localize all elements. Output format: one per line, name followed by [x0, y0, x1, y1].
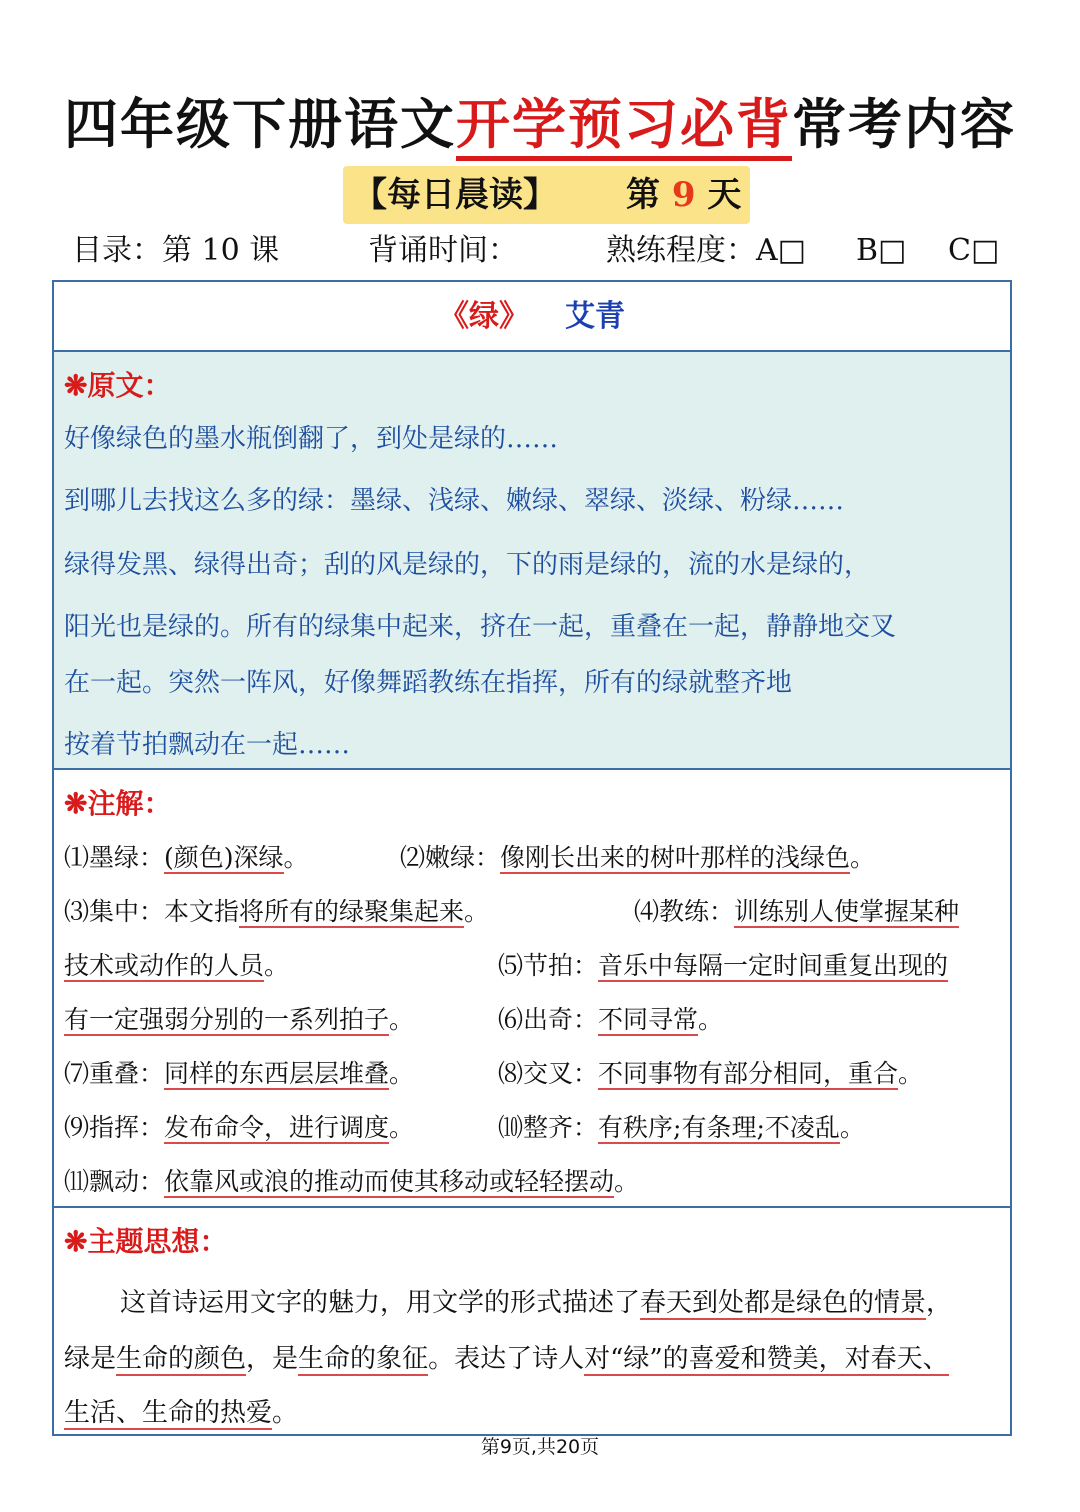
note-5: [498, 946, 948, 982]
note-def: (颜色)深绿: [164, 843, 284, 872]
note-9: [64, 1108, 414, 1144]
note-term: ⑽整齐：: [498, 1113, 599, 1142]
note-end: 。: [698, 1005, 724, 1034]
note-end: 。: [264, 951, 290, 980]
note-def: 像刚长出来的树叶那样的浅绿色: [500, 843, 851, 872]
note-term: ⑺重叠：: [64, 1059, 165, 1088]
day-prefix: 第: [626, 175, 660, 215]
lesson-title: 《绿》: [439, 299, 529, 334]
daily-reading-banner: [343, 166, 750, 224]
title-part-1: 四年级下册语文: [64, 92, 456, 156]
note-def: 将所有的绿聚集起来: [239, 897, 465, 926]
title-highlight: 开学预习必背: [456, 92, 792, 161]
page-title: [0, 82, 1080, 159]
proficiency-b: B□: [856, 233, 907, 268]
proficiency-c: C□: [948, 233, 1000, 268]
note-end: 。: [614, 1167, 640, 1196]
theme-line-2: [64, 1338, 949, 1375]
notes-section: [54, 770, 1010, 1208]
note-term: ⑵嫩绿：: [400, 843, 501, 872]
theme-text: 。表达了诗人: [428, 1344, 585, 1374]
note-term: ⑴墨绿：: [64, 843, 165, 872]
note-end: 。: [283, 843, 309, 872]
original-line: 阳光也是绿的。所有的绿集中起来，挤在一起，重叠在一起，静静地交叉: [64, 612, 897, 642]
note-2: [400, 838, 875, 874]
note-def: 有一定强弱分别的一系列拍子: [64, 1005, 390, 1034]
original-line: 到哪儿去找这么多的绿：墨绿、浅绿、嫩绿、翠绿、淡绿、粉绿……: [64, 486, 845, 516]
note-8: [498, 1054, 923, 1090]
proficiency-a: 熟练程度：A□: [606, 233, 807, 268]
theme-line-1: [120, 1282, 952, 1319]
note-end: 。: [898, 1059, 924, 1088]
note-11: [64, 1162, 639, 1198]
note-5-cont: [64, 1000, 414, 1036]
theme-underlined: 生命的象征: [298, 1344, 429, 1374]
note-4-cont: [64, 946, 289, 982]
note-1: [64, 838, 309, 874]
note-6: [498, 1000, 723, 1036]
note-def: 训练别人使掌握某种: [734, 897, 960, 926]
note-term: ⑾飘动：: [64, 1167, 165, 1196]
banner-day: [626, 166, 741, 224]
original-line: 绿得发黑、绿得出奇；刮的风是绿的，下的雨是绿的，流的水是绿的，: [64, 550, 871, 580]
catalog-label: 目录：第 10 课: [72, 233, 280, 268]
note-def: 音乐中每隔一定时间重复出现的: [598, 951, 949, 980]
note-def: 不同事物有部分相同，重合: [598, 1059, 899, 1088]
note-def: 有秩序;有条理;不凌乱: [598, 1113, 840, 1142]
theme-underlined: 生命的颜色: [116, 1344, 247, 1374]
banner-label: 【每日晨读】: [353, 175, 557, 215]
note-end: 。: [389, 1113, 415, 1142]
recite-time-label: 背诵时间：: [368, 233, 518, 268]
note-end: 。: [389, 1059, 415, 1088]
note-term: ⑼指挥：: [64, 1113, 165, 1142]
note-4: [634, 892, 959, 928]
note-term: ⑸节拍：: [498, 951, 599, 980]
original-text-section: [54, 352, 1010, 770]
theme-text: 绿是: [64, 1344, 117, 1374]
note-term: ⑻交叉：: [498, 1059, 599, 1088]
note-def: 依靠风或浪的推动而使其移动或轻轻摆动: [164, 1167, 615, 1196]
theme-underlined: 对“绿”的喜爱和赞美，对春天、: [584, 1344, 949, 1374]
theme-text: 这首诗运用文字的魅力，用文学的形式描述了: [120, 1288, 641, 1318]
note-end: 。: [850, 843, 876, 872]
note-def: 技术或动作的人员: [64, 951, 265, 980]
note-pre: 本文指: [164, 897, 240, 926]
note-term: ⑶集中：: [64, 897, 165, 926]
day-number: 9: [671, 175, 696, 215]
lesson-author: 艾青: [565, 299, 625, 334]
note-term: ⑷教练：: [634, 897, 735, 926]
note-end: 。: [839, 1113, 865, 1142]
note-7: [64, 1054, 414, 1090]
theme-text: ，: [926, 1288, 953, 1318]
note-end: 。: [389, 1005, 415, 1034]
note-term: ⑹出奇：: [498, 1005, 599, 1034]
theme-underlined: 生活、生命的热爱: [64, 1398, 273, 1428]
notes-heading: ❋注解：: [64, 787, 172, 820]
original-line: 按着节拍飘动在一起……: [64, 730, 351, 760]
note-10: [498, 1108, 865, 1144]
note-def: 不同寻常: [598, 1005, 699, 1034]
original-line: 在一起。突然一阵风，好像舞蹈教练在指挥，所有的绿就整齐地: [64, 668, 793, 698]
note-def: 发布命令，进行调度: [164, 1113, 390, 1142]
content-box: [52, 280, 1012, 1436]
theme-section: [54, 1208, 1010, 1434]
day-suffix: 天: [707, 175, 742, 215]
page-number-footer: 第9页,共20页: [480, 1436, 600, 1458]
theme-text: 。: [272, 1398, 299, 1428]
theme-heading: ❋主题思想：: [64, 1225, 228, 1258]
theme-text: ，是: [246, 1344, 299, 1374]
note-def: 同样的东西层层堆叠: [164, 1059, 390, 1088]
theme-underlined: 春天到处都是绿色的情景: [640, 1288, 927, 1318]
lesson-header: [54, 282, 1010, 352]
original-heading: ❋原文：: [64, 369, 172, 402]
note-end: 。: [464, 897, 490, 926]
original-line: 好像绿色的墨水瓶倒翻了，到处是绿的……: [64, 424, 559, 454]
title-part-2: 常考内容: [792, 92, 1016, 156]
note-3: [64, 892, 489, 928]
theme-line-3: [64, 1392, 298, 1429]
